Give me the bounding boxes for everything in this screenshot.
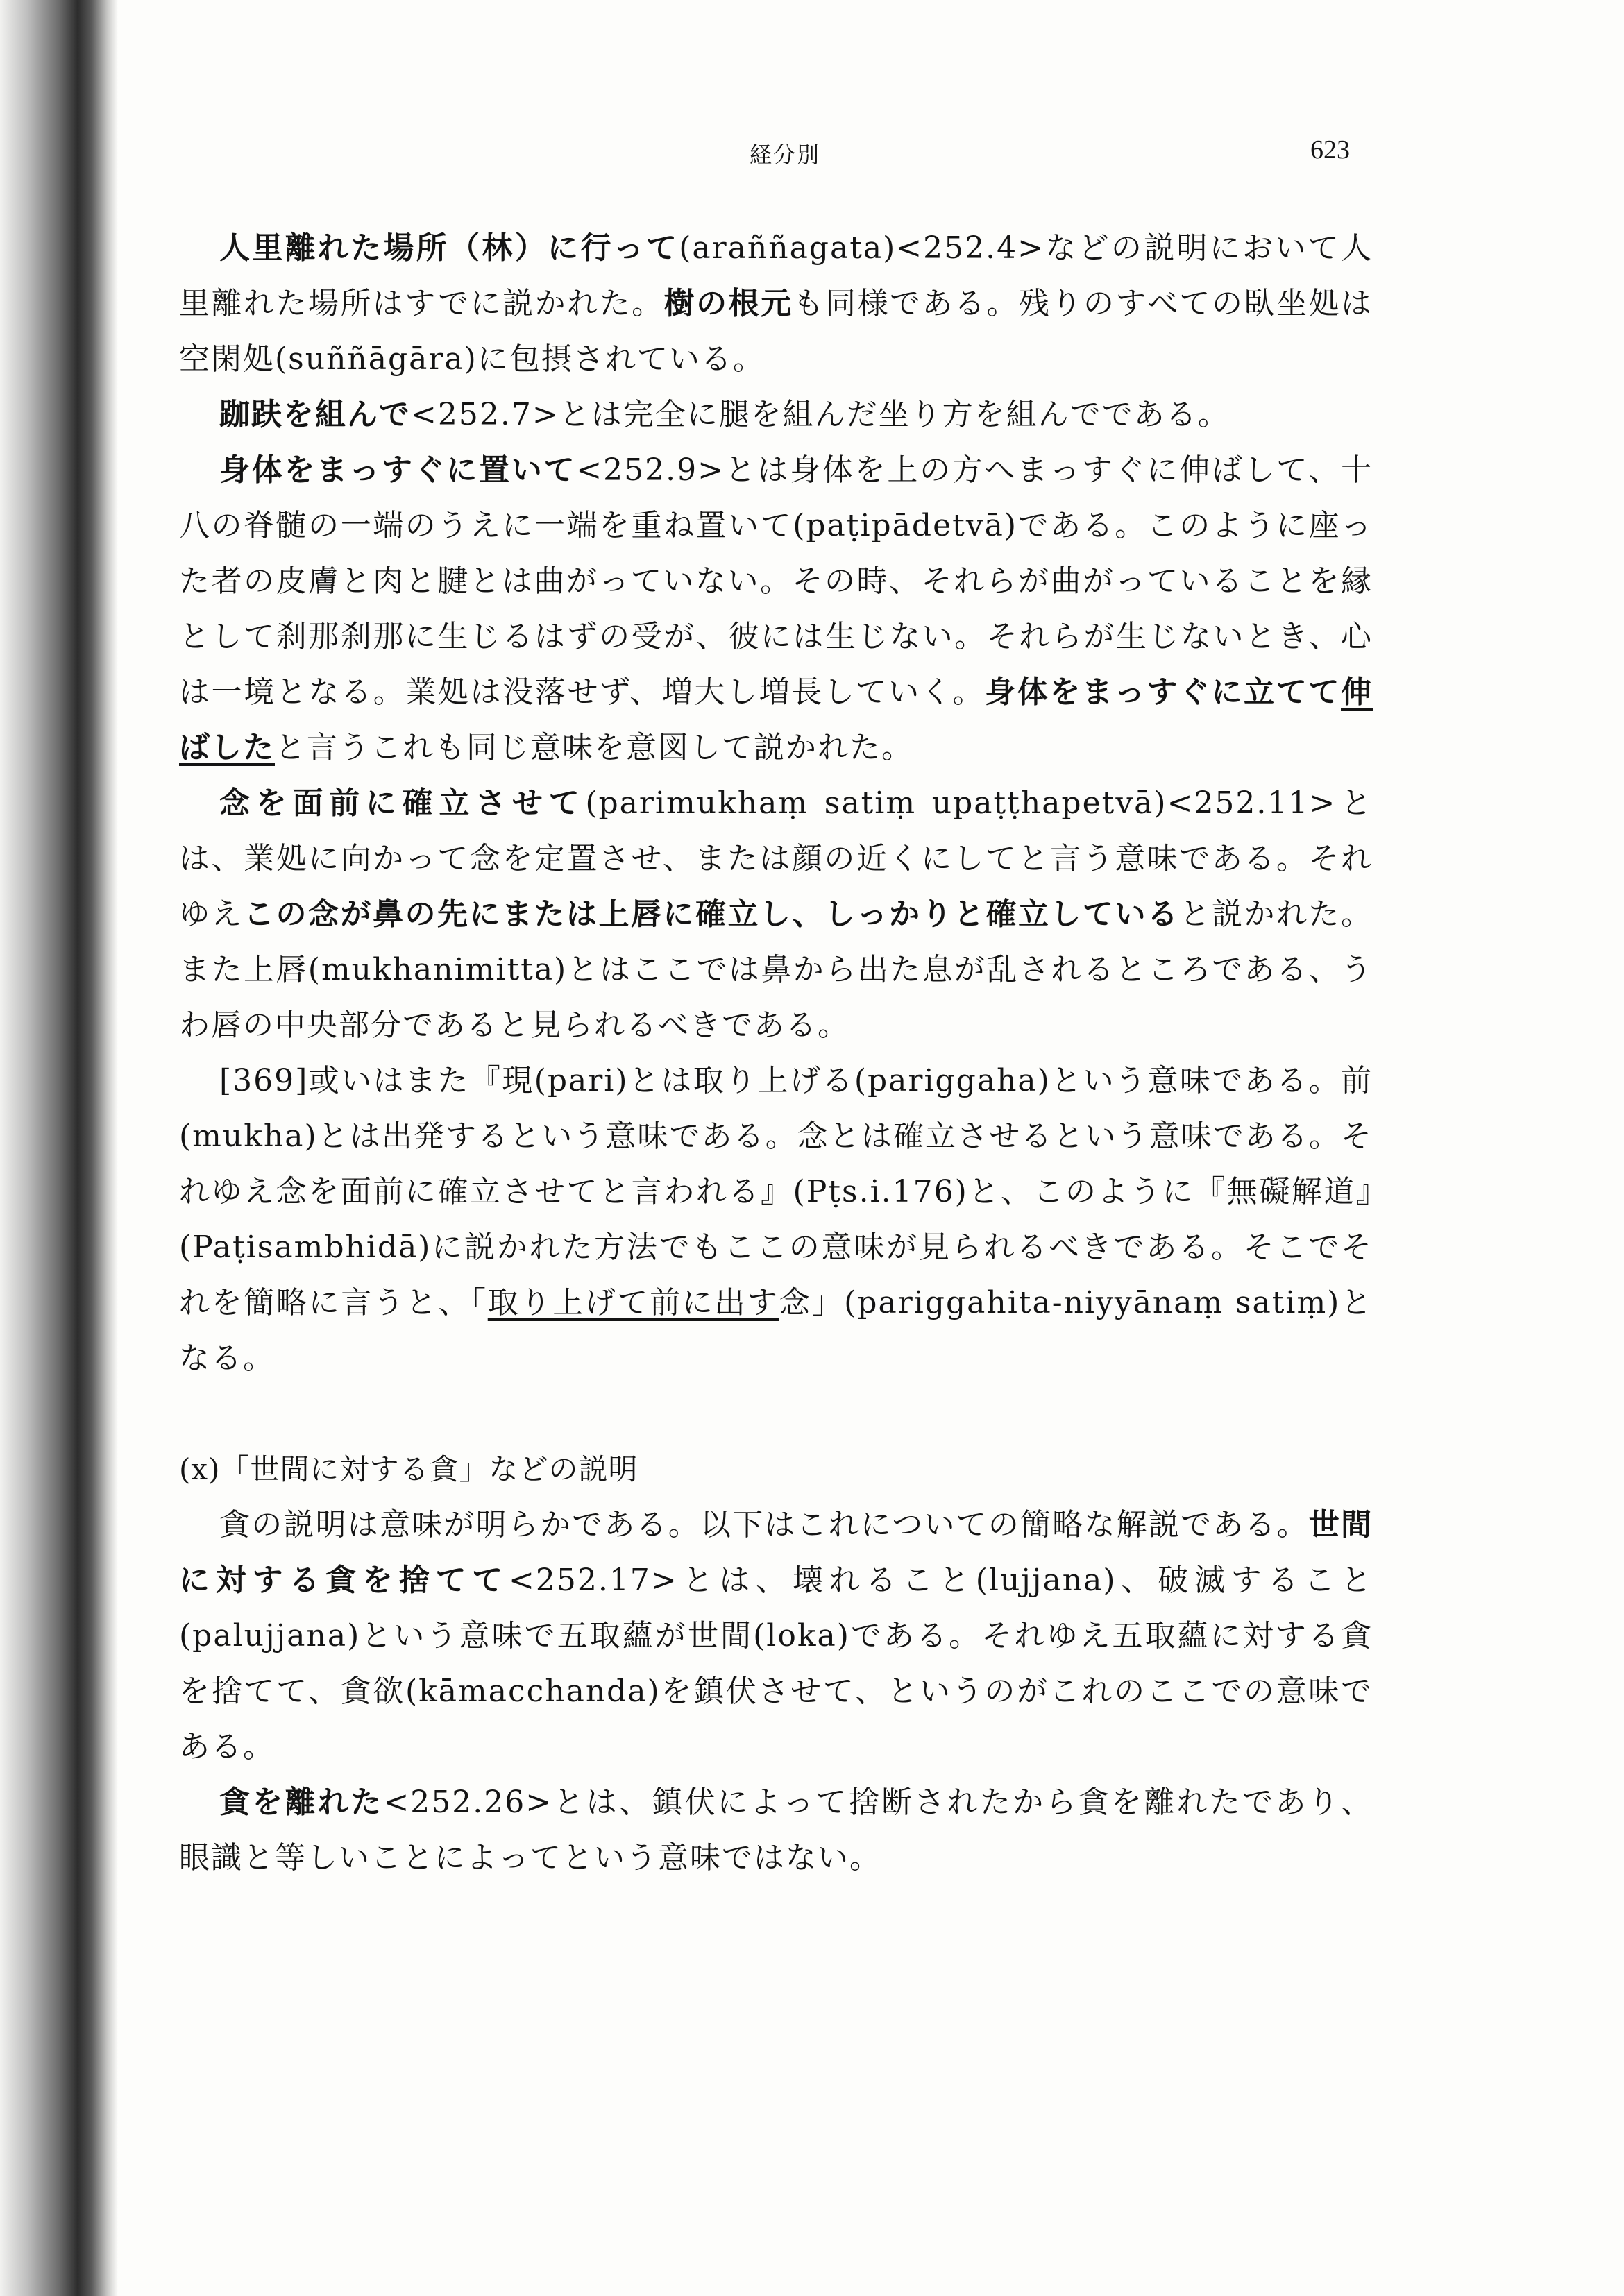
text-run: [369]或いはまた『現(pari)とは取り上げる(pariggaha)という意味である。前(mukha)とは出発するという意味である。念とは確立させるという意味である。それゆえ念を面前に確立させてと言われる』(Pṭs.i.176)と、このように『無礙解道』(Paṭisambhidā)に説かれた方法でもここの意味が見られるべきである。そこでそれを簡略に言うと、「 xyxy=(179,1063,1373,1320)
bold-term: この念が鼻の先にまたは上唇に確立し、しっかりと確立している xyxy=(244,896,1180,932)
paragraph xyxy=(179,1775,1373,1886)
page-number: 623 xyxy=(1310,135,1350,164)
text-run: <252.7>とは完全に腿を組んだ坐り方を組んでである。 xyxy=(411,397,1230,432)
bold-term: 世間に対する貪を捨てて xyxy=(179,1507,1373,1598)
text-run: <252.17>とは、壊れること(lujjana)、破滅すること(palujjana)という意味で五取蘊が世間(loka)である。それゆえ五取蘊に対する貪を捨てて、貪欲(kāmacchanda)を鎮伏させて、というのがこれのここでの意味である。 xyxy=(179,1563,1373,1764)
paragraph xyxy=(179,221,1373,387)
paragraph xyxy=(179,1053,1373,1386)
paragraph xyxy=(179,776,1373,1053)
bold-term: 樹の根元 xyxy=(663,286,793,321)
underlined-term: 取り上げて前に出す xyxy=(487,1285,779,1320)
text-run: と説かれた。また上唇(mukhanimitta)とはここでは鼻から出た息が乱されるところである、うわ唇の中央部分であると見られるべきである。 xyxy=(179,896,1373,1043)
text-run: も同様である。残りのすべての臥坐処は空閑処(suññāgāra)に包摂されている。 xyxy=(179,286,1373,377)
paragraph xyxy=(179,387,1373,443)
running-head: 経分別 xyxy=(750,142,821,168)
bold-underlined-term: 伸ばした xyxy=(179,674,1373,765)
section-heading: (x)「世間に対する貪」などの説明 xyxy=(179,1452,638,1486)
paragraph xyxy=(179,443,1373,776)
text-run: 貪の説明は意味が明らかである。以下はこれについての簡略な解説である。 xyxy=(219,1507,1309,1542)
text-run: (araññagata)<252.4>などの説明において人里離れた場所はすでに説かれた。 xyxy=(179,230,1373,321)
text-run: (parimukhaṃ satiṃ upaṭṭhapetvā)<252.11>とは、業処に向かって念を定置させ、または顔の近くにしてと言う意味である。それゆえ xyxy=(179,785,1373,932)
bold-term: 跏趺を組んで xyxy=(219,397,411,432)
text-run: <252.26>とは、鎮伏によって捨断されたから貪を離れたであり、眼識と等しいことによってという意味ではない。 xyxy=(179,1785,1373,1876)
bold-term: 人里離れた場所（林）に行って xyxy=(219,230,679,266)
text-run: <252.9>とは身体を上の方へまっすぐに伸ばして、十八の脊髄の一端のうえに一端を重ね置いて(paṭipādetvā)である。このように座った者の皮膚と肉と腱とは曲がっていない。その時、それらが曲がっていることを縁として刹那刹那に生じるはずの受が、彼には生じない。それらが生じないとき、心は一境となる。業処は没落せず、増大し増長していく。 xyxy=(179,452,1373,710)
text-run: と言うこれも同じ意味を意図して説かれた。 xyxy=(275,730,913,765)
bold-term: 貪を離れた xyxy=(219,1785,384,1820)
bold-term: 身体をまっすぐに置いて xyxy=(219,452,577,488)
bold-term: 念を面前に確立させて xyxy=(219,785,586,821)
body-text xyxy=(179,221,1373,1886)
paragraph xyxy=(179,1497,1373,1775)
text-run: 念」(pariggahita-niyyānaṃ satiṃ)となる。 xyxy=(179,1285,1373,1376)
book-spine-shadow xyxy=(0,0,118,2296)
bold-term: 身体をまっすぐに立てて xyxy=(985,674,1341,710)
